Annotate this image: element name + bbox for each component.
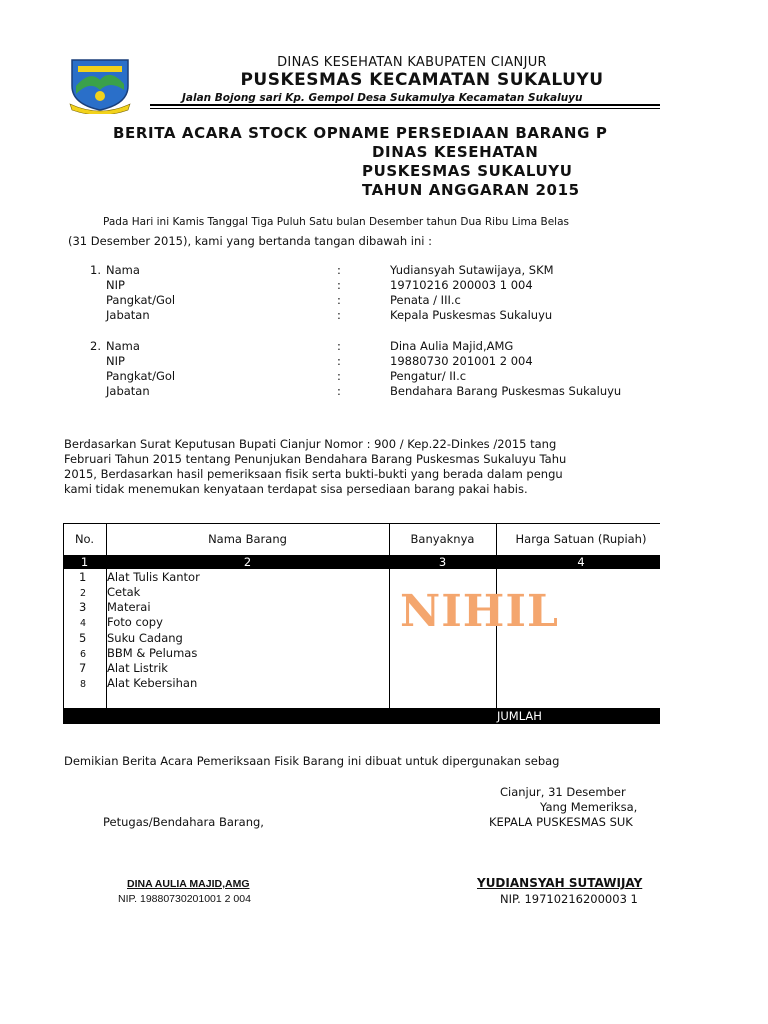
col-number: 3: [438, 555, 447, 569]
head-nip: NIP. 19710216200003 1: [500, 892, 638, 906]
item-name: Foto copy: [107, 615, 163, 629]
district-logo: [66, 56, 134, 114]
field-colon: :: [337, 278, 341, 292]
field-label: Jabatan: [106, 384, 150, 398]
field-label: Jabatan: [106, 308, 150, 322]
decree-paragraph-line: Februari Tahun 2015 tentang Penunjukan Bendahara Barang Puskesmas Sukaluyu Tahu: [64, 452, 567, 466]
item-name: BBM & Pelumas: [107, 646, 198, 660]
puskesmas-name: PUSKESMAS KECAMATAN SUKALUYU: [240, 70, 604, 90]
total-bar: [63, 708, 660, 724]
field-colon: :: [337, 384, 341, 398]
field-colon: :: [337, 263, 341, 277]
field-label: NIP: [106, 354, 125, 368]
col-number: 4: [577, 555, 585, 569]
person-number: 2.: [90, 339, 101, 353]
officer-title: Petugas/Bendahara Barang,: [103, 815, 264, 829]
officer-signature-name: DINA AULIA MAJID,AMG: [127, 878, 250, 890]
field-colon: :: [337, 354, 341, 368]
col-number: 2: [243, 555, 252, 569]
field-colon: :: [337, 369, 341, 383]
item-name: Cetak: [107, 585, 141, 599]
field-value: 19710216 200003 1 004: [390, 278, 533, 292]
place-date: Cianjur, 31 Desember: [500, 785, 626, 799]
closing-statement: Demikian Berita Acara Pemeriksaan Fisik Barang ini dibuat untuk dipergunakan sebag: [64, 754, 560, 768]
field-colon: :: [337, 339, 341, 353]
puskesmas-address: Jalan Bojong sari Kp. Gempol Desa Sukamulya Kecamatan Sukaluyu: [182, 92, 583, 104]
field-value: Bendahara Barang Puskesmas Sukaluyu: [390, 384, 622, 398]
doc-title-line3: PUSKESMAS SUKALUYU: [362, 162, 573, 180]
decree-paragraph-line: Berdasarkan Surat Keputusan Bupati Cianjur Nomor : 900 / Kep.22-Dinkes /2015 tang: [64, 437, 557, 451]
col-header-quantity: Banyaknya: [410, 532, 475, 546]
examiner-label: Yang Memeriksa,: [540, 800, 638, 814]
doc-title-line2: DINAS KESEHATAN: [372, 143, 539, 161]
field-value: Dina Aulia Majid,AMG: [390, 339, 514, 353]
item-no: 6: [80, 649, 87, 660]
agency-name: DINAS KESEHATAN KABUPATEN CIANJUR: [277, 55, 547, 70]
field-label: Pangkat/Gol: [106, 293, 176, 307]
item-name: Alat Kebersihan: [107, 676, 198, 690]
field-label: Nama: [106, 263, 140, 277]
item-no: 4: [80, 618, 87, 629]
header-rule-thin: [150, 108, 660, 109]
field-value: 19880730 201001 2 004: [390, 354, 533, 368]
field-colon: :: [337, 308, 341, 322]
header-rule: [150, 104, 660, 106]
col-header-no: No.: [74, 532, 95, 546]
col-header-unit-price: Harga Satuan (Rupiah): [515, 532, 647, 546]
col-number: 1: [80, 555, 89, 569]
field-colon: :: [337, 293, 341, 307]
item-name: Alat Listrik: [107, 661, 168, 675]
item-name: Suku Cadang: [107, 631, 183, 645]
field-label: Pangkat/Gol: [106, 369, 176, 383]
item-no: 5: [79, 631, 87, 645]
head-signature-name: YUDIANSYAH SUTAWIJAY: [477, 876, 643, 890]
field-label: NIP: [106, 278, 125, 292]
intro-line2: (31 Desember 2015), kami yang bertanda tangan dibawah ini :: [68, 234, 432, 248]
total-label: JUMLAH: [497, 709, 542, 723]
examiner-title: KEPALA PUSKESMAS SUK: [489, 815, 633, 829]
person-number: 1.: [90, 263, 101, 277]
doc-title-line1: BERITA ACARA STOCK OPNAME PERSEDIAAN BARANG P: [113, 124, 608, 142]
item-no: 3: [79, 600, 87, 614]
intro-line1: Pada Hari ini Kamis Tanggal Tiga Puluh Satu bulan Desember tahun Dua Ribu Lima Belas: [103, 216, 569, 228]
col-header-item-name: Nama Barang: [208, 532, 287, 546]
decree-paragraph-line: 2015, Berdasarkan hasil pemeriksaan fisik serta bukti-bukti yang berada dalam pengu: [64, 467, 563, 481]
field-value: Kepala Puskesmas Sukaluyu: [390, 308, 553, 322]
field-value: Penata / III.c: [390, 293, 461, 307]
officer-nip: NIP. 19880730201001 2 004: [118, 893, 251, 905]
field-value: Pengatur/ II.c: [390, 369, 467, 383]
item-no: 7: [79, 661, 87, 675]
item-name: Alat Tulis Kantor: [107, 570, 200, 584]
inventory-table: [63, 523, 660, 724]
item-no: 1: [79, 570, 87, 584]
decree-paragraph-line: kami tidak menemukan kenyataan terdapat sisa persediaan barang pakai habis.: [64, 482, 528, 496]
field-label: Nama: [106, 339, 140, 353]
field-value: Yudiansyah Sutawijaya, SKM: [390, 263, 554, 277]
item-no: 2: [80, 588, 87, 599]
item-no: 8: [80, 679, 87, 690]
doc-title-line4: TAHUN ANGGARAN 2015: [362, 181, 580, 199]
item-name: Materai: [107, 600, 151, 614]
nihil-stamp: NIHIL: [400, 586, 559, 637]
